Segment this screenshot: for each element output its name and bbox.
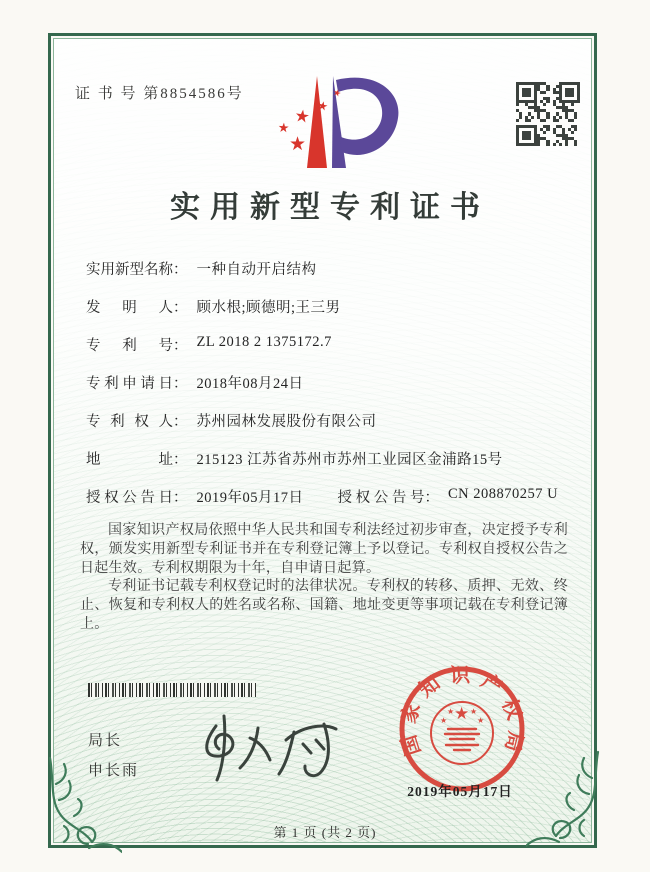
field-colon: ：	[173, 262, 188, 278]
svg-text:★: ★	[470, 707, 478, 716]
certificate-title: 实用新型专利证书	[170, 191, 490, 224]
field-label: 专利权人	[86, 414, 173, 430]
field-colon: ：	[173, 376, 188, 392]
qr-code	[516, 82, 580, 146]
field-row-name	[86, 258, 566, 296]
svg-text:★: ★	[277, 120, 290, 137]
field-value: 顾水根;顾德明;王三男	[196, 300, 341, 316]
field-row-grant	[86, 486, 566, 524]
field-colon: ：	[173, 452, 188, 468]
field-label: 地址	[86, 452, 173, 468]
field-colon: ：	[173, 414, 188, 430]
handwritten-signature	[196, 710, 351, 788]
field-value: 苏州园林发展股份有限公司	[196, 414, 377, 430]
field-value: 2019年05月17日	[196, 490, 304, 506]
field-list	[86, 258, 566, 524]
field-row-inventors	[86, 296, 566, 334]
field-row-patentee	[86, 410, 566, 448]
svg-text:★: ★	[289, 133, 307, 155]
field-label: 专利申请日	[86, 376, 173, 392]
svg-text:★: ★	[447, 707, 455, 716]
field-value: CN 208870257 U	[448, 486, 559, 502]
barcode	[88, 683, 256, 697]
national-emblem-icon	[431, 702, 493, 764]
field-value: 2018年08月24日	[196, 376, 304, 392]
officer-name: 申长雨	[88, 763, 140, 779]
legal-paragraph-2: 专利证书记载专利权登记时的法律状况。专利权的转移、质押、无效、终止、恢复和专利权人的姓名或名称、国籍、地址变更等事项记载在专利登记簿上。	[80, 579, 568, 632]
legal-paragraph-1: 国家知识产权局依照中华人民共和国专利法经过初步审查，决定授予专利权，颁发实用新型专利证书并在专利登记簿上予以登记。专利权自授权公告之日起生效。专利权期限为十年，自申请日起算。	[80, 523, 568, 576]
svg-text:★: ★	[293, 105, 312, 128]
field-colon: ：	[173, 338, 188, 354]
field-colon: ：	[173, 490, 188, 506]
field-value: 一种自动开启结构	[196, 262, 317, 278]
page-number: 第 1 页 (共 2 页)	[273, 825, 377, 840]
svg-text:★: ★	[454, 704, 470, 724]
officer-title: 局长	[88, 733, 123, 749]
field-label: 实用新型名称	[86, 262, 173, 278]
seal-text: 国家知识产权局	[397, 664, 527, 759]
official-seal	[396, 663, 528, 795]
svg-text:★: ★	[477, 716, 485, 725]
field-colon: ：	[424, 490, 439, 506]
field-row-filing-date	[86, 372, 566, 410]
officer-block	[88, 726, 139, 786]
field-colon: ：	[173, 300, 188, 316]
field-row-address	[86, 448, 566, 486]
field-row-patent-no	[86, 334, 566, 372]
field-value: ZL 2018 2 1375172.7	[196, 334, 332, 350]
svg-text:★: ★	[331, 87, 343, 100]
field-label: 授权公告日	[86, 490, 173, 506]
svg-text:★: ★	[440, 716, 448, 725]
legal-text	[80, 522, 568, 635]
seal-date: 2019年05月17日	[407, 784, 513, 799]
svg-text:★: ★	[316, 98, 330, 114]
cnipa-logo-icon	[256, 70, 406, 180]
field-label: 授权公告号	[337, 490, 425, 506]
certificate-number: 证 书 号 第8854586号	[75, 86, 244, 102]
field-value: 215123 江苏省苏州市苏州工业园区金浦路15号	[196, 452, 503, 468]
field-label: 发明人	[86, 300, 173, 316]
field-label: 专利号	[86, 338, 173, 354]
